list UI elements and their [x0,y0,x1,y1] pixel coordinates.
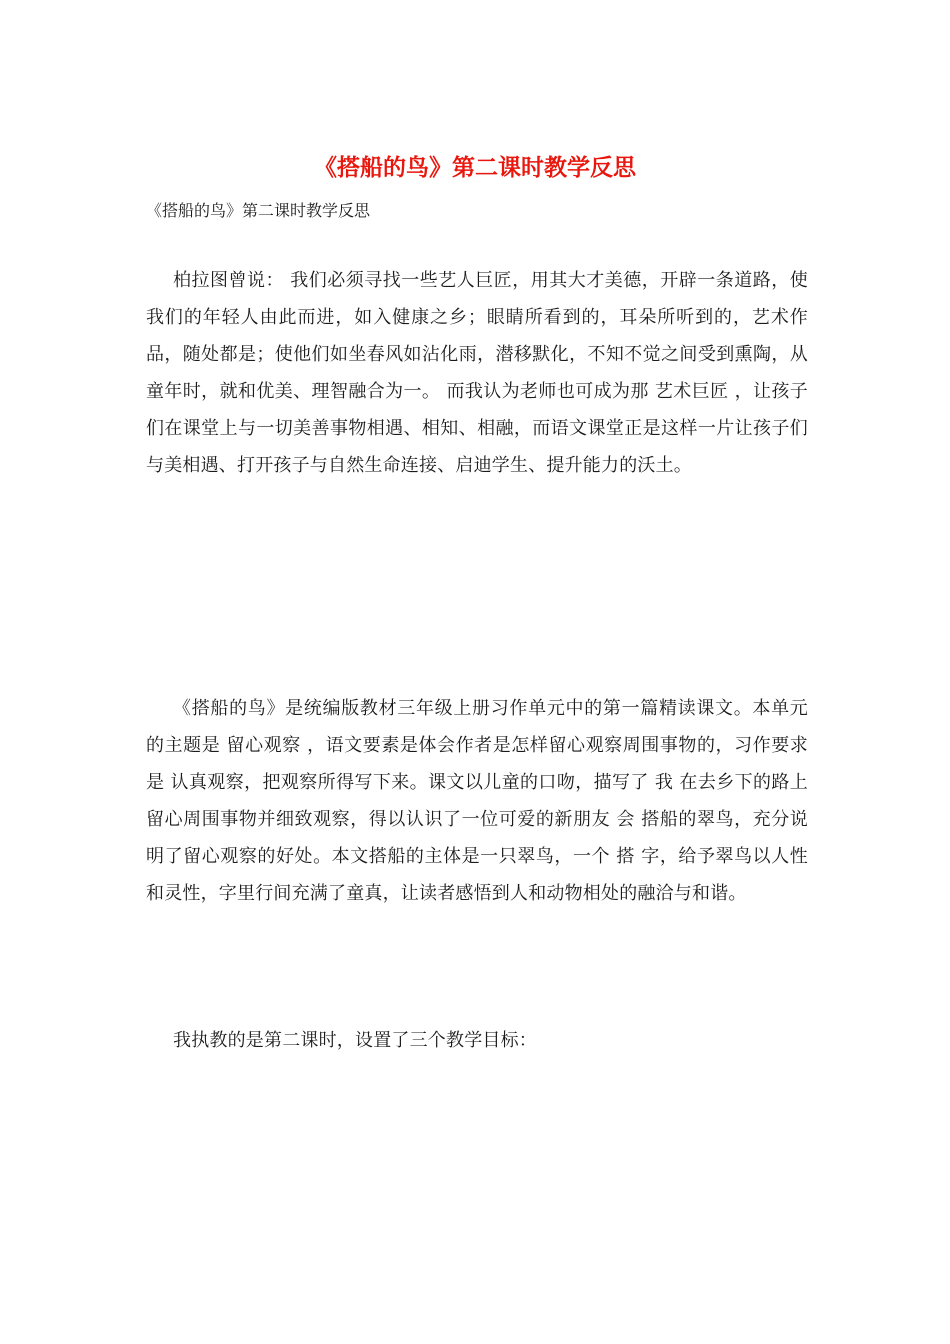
document-title: 《搭船的鸟》第二课时教学反思 [314,154,636,181]
document-subtitle: 《搭船的鸟》第二课时教学反思 [146,201,371,220]
paragraph-plato-quote: 柏拉图曾说： 我们必须寻找一些艺人巨匠，用其大才美德，开辟一条道路，使我们的年轻人由此而进，如入健康之乡；眼睛所看到的，耳朵所听到的，艺术作品，随处都是；使他们如坐春风如沾化雨，潜移默化，不知不觉之间受到熏陶，从童年时，就和优美、理智融合为一。 而我认为老师也可成为那 艺术巨匠 ，让孩子们在课堂上与一切美善事物相遇、相知、相融，而语文课堂正是这样一片让孩子们与美相遇、打开孩子与自然生命连接、启迪学生、提升能力的沃土。 [146,270,808,476]
paragraph-teaching-goals: 我执教的是第二课时，设置了三个教学目标： [173,1030,537,1051]
paragraph-lesson-intro: 《搭船的鸟》是统编版教材三年级上册习作单元中的第一篇精读课文。本单元的主题是 留心观察 ，语文要素是体会作者是怎样留心观察周围事物的，习作要求是 认真观察，把观察所得写下来。课文以儿童的口吻，描写了 我 在去乡下的路上留心周围事物并细致观察，得以认识了一位可爱的新朋友 会 搭船的翠鸟，充分说明了留心观察的好处。本文搭船的主体是一只翠鸟，一个 搭 字，给予翠鸟以人性和灵性，字里行间充满了童真，让读者感悟到人和动物相处的融洽与和谐。 [146,698,808,904]
